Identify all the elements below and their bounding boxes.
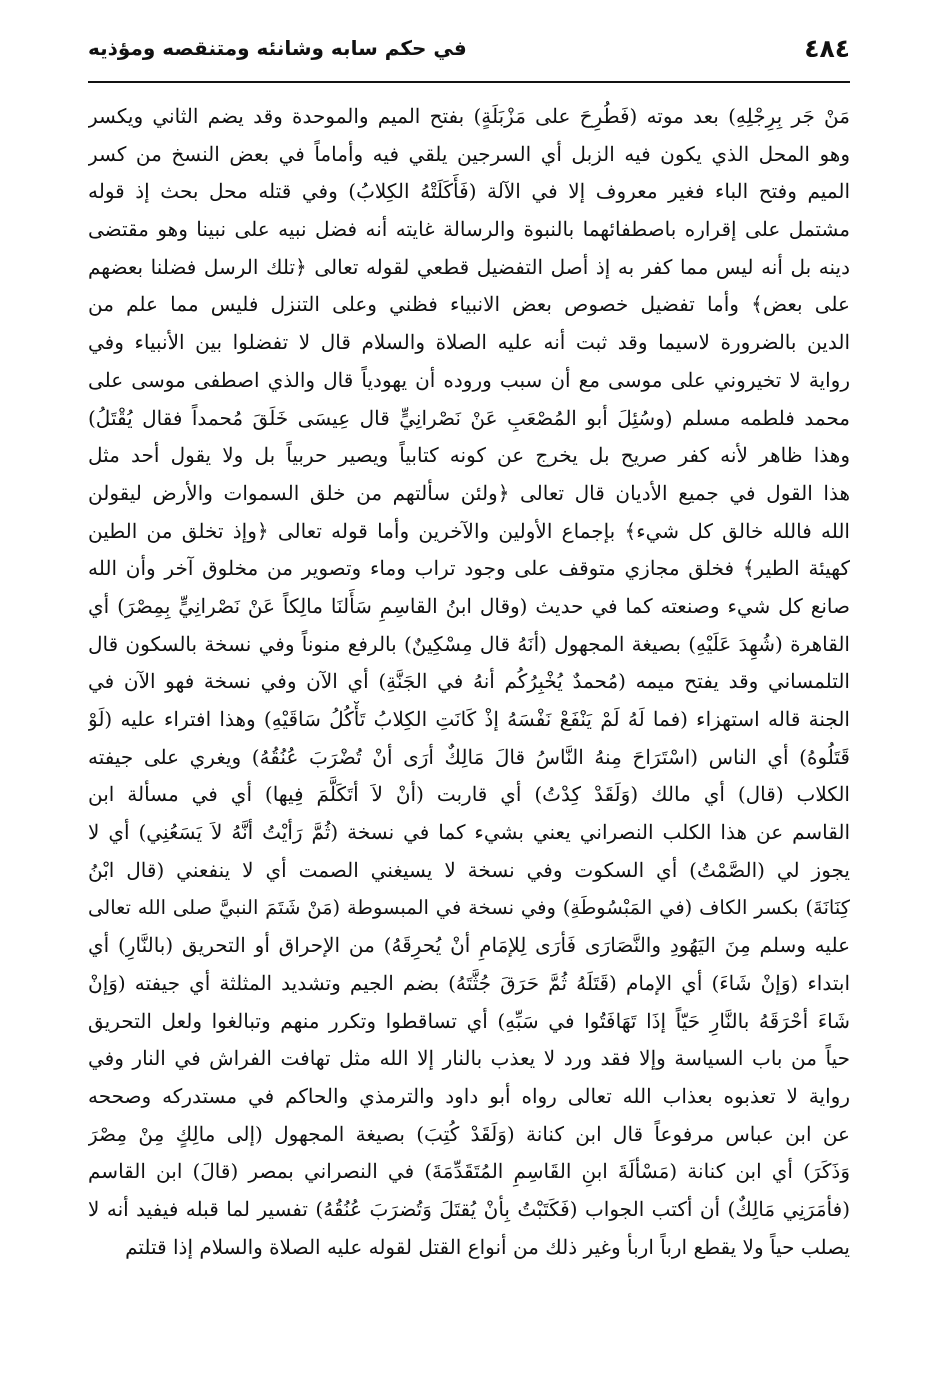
text-line: ابتداء (وَإنْ شَاءَ) أي الإمام (قَتَلَهُ ثُمَّ حَرَقَ جُثَّتَهُ) بضم الجيم وتشديد المثلثة أي جيفته (وَإنْ	[88, 970, 850, 995]
text-line: وَذَكَرَ) أي ابن كنانة (مَسْألَةَ ابنِ القَاسِمِ المُتَقَدِّمَةَ) في النصراني بمصر (قالَ) ابن القاسم	[88, 1159, 850, 1184]
page-header	[88, 30, 850, 74]
text-line: صانع كل شيء وصنعته كما في حديث (وقال ابنُ القاسِمِ سَأَلنَا مالِكاً عَنْ نَصْرانِيٍّ بِمِصْرَ) أي	[88, 593, 850, 618]
text-line: يجوز لي (الصَّمْتُ) أي السكوت وفي نسخة لا يسيغني الصمت أي لا ينفعني (قال ابْنُ	[88, 857, 850, 882]
text-line: حياً من باب السياسة وإلا فقد ورد لا يعذب بالنار إلا الله مثل تهافت الفراش في النار وفي	[88, 1046, 850, 1071]
text-line: رواية لا تخيروني على موسى مع أن سبب وروده أن يهودياً قال والذي اصطفى موسى على	[88, 367, 850, 392]
text-line: (فأمَرَنِي مَالِكٌ) أن أكتب الجواب (فَكَتَبْتُ بِأنْ يُقتَلَ وَتُضرَبَ عُنُقُهُ) تفسير لما قبله فيفيد أنه لا	[88, 1196, 850, 1221]
text-line: كهيئة الطير﴾ فخلق مجازي متوقف على وجود تراب وماء وتصوير من مخلوق آخر وأن الله	[88, 556, 850, 581]
text-line: الدين بالضرورة لاسيما وقد ثبت أنه عليه الصلاة والسلام قال لا تفضلوا بين الأنبياء وفي	[88, 330, 850, 355]
text-line: كِنَانَةَ) بكسر الكاف (في المَبْسُوطَةِ) وفي نسخة في المبسوطة (مَنْ شَتَمَ النبيَّ صلى الله تعالى	[88, 896, 850, 920]
text-line: التلمساني وقد يفتح ميمه (مُحمدٌ يُخْبِرُكُم أنهُ في الجَنَّةِ) أي الآن وفي نسخة فهو الآن في	[88, 669, 850, 694]
text-line: يصلب حياً ولا يقطع ارباً اربأ وغير ذلك من أنواع القتل لقوله عليه الصلاة والسلام إذا قتلتم	[125, 1234, 850, 1259]
text-line: على بعض﴾ وأما تفضيل خصوص بعض الانبياء فظني وعلى التنزل فليس مما علم من	[88, 292, 850, 317]
text-line: عن ابن عباس مرفوعاً قال ابن كنانة (وَلَقَدْ كُتِبَ) بصيغة المجهول (إلى مالِكٍ مِنْ مِصْرَ	[88, 1121, 850, 1146]
header-rule	[88, 81, 850, 83]
text-line: الجنة قاله استهزاء (فما لَهُ لَمْ يَنْفَعْ نَفْسَهُ إذْ كَانَتِ الكِلابُ تَأْكُلُ سَاقَيْهِ) وهذا افتراء عليه (لَوْ	[88, 707, 850, 731]
text-line: وهو المحل الذي يكون فيه الزبل أي السرجين يلقي فيه وأماماً في بعض النسخ من كسر	[88, 141, 850, 166]
text-line: شَاءَ أحْرَقَهُ بالنَّارِ حَيّاً إذَا تَهَافَتُوا في سَبِّهِ) أي تساقطوا وتكرر منهم وتبالغوا ولعل التحريق	[88, 1008, 850, 1033]
text-line: رواية لا تعذبوه بعذاب الله تعالى رواه أبو داود والترمذي والحاكم في مستدركه وصححه	[88, 1083, 850, 1108]
page-number: ٤٨٤	[804, 34, 850, 63]
text-line: مشتمل على إقراره باصطفائهما بالنبوة والرسالة غايته أنه فضل نبيه على نبينا وهو مقتضى	[88, 217, 850, 242]
text-line: الميم وفتح الباء فغير معروف إلا في الآلة (فَأَكَلَتْهُ الكِلابُ) وفي قتله محل بحث إذ قوله	[88, 179, 850, 204]
body-text	[88, 98, 850, 1266]
text-line: عليه وسلم مِنَ اليَهُودِ والنَّصَارَى فَأرَى لِلإمَامِ أنْ يُحرِقَهُ) من الإحراق أو التحريق (بالنَّارِ) أي	[88, 933, 850, 958]
text-line: الكلاب (قال) أي مالك (وَلَقَدْ كِدْتُ) أي قاربت (أنْ لاَ أتَكَلَّمَ فِيها) أي في مسألة ابن	[88, 782, 850, 807]
text-line: وهذا ظاهر لأنه كفر صريح بل يخرج عن كونه كتابياً ويصير حربياً بل ولا يقول أحد مثل	[88, 443, 850, 468]
text-line: دينه بل أنه ليس مما كفر به إذ أصل التفضيل قطعي لقوله تعالى ﴿تلك الرسل فضلنا بعضهم	[88, 254, 850, 279]
text-line: القاهرة (شُهِدَ عَلَيْهِ) بصيغة المجهول (أنَهُ قال مِسْكِينٌ) بالرفع منوناً وفي نسخة بالسكون قال	[88, 631, 850, 656]
text-line: قَتَلُوهُ) أي الناس (اسْتَرَاحَ مِنهُ النَّاسُ قالَ مَالِكٌ أرَى أنْ تُضْرَبَ عُنُقُهُ) ويغري على جيفته	[88, 744, 850, 769]
running-title: في حكم سابه وشانئه ومتنقصه ومؤذيه	[88, 36, 467, 60]
text-line: القاسم عن هذا الكلب النصراني يعني بشيء كما في نسخة (ثُمَّ رَأيْتُ أنَّهُ لاَ يَسَعُنِي) أي لا	[88, 820, 850, 845]
text-line: الله فالله خالق كل شيء﴾ بإجماع الأولين والآخرين وأما قوله تعالى ﴿وإذ تخلق من الطين	[88, 518, 850, 543]
text-line: محمد فلطمه مسلم (وسُئِلَ أبو المُصْعَبِ عَنْ نَصْرانِيٍّ قال عِيسَى خَلَقَ مُحمداً فقال يُقْتَلُ)	[88, 405, 850, 430]
text-line: هذا القول في جميع الأديان قال تعالى ﴿ولئن سألتهم من خلق السموات والأرض ليقولن	[88, 480, 850, 505]
text-line: مَنْ جَر بِرِجْلِهِ) بعد موته (فَطُرِحَ على مَزْبَلَةٍ) بفتح الميم والموحدة وقد يضم الثاني ويكسر	[88, 104, 850, 128]
